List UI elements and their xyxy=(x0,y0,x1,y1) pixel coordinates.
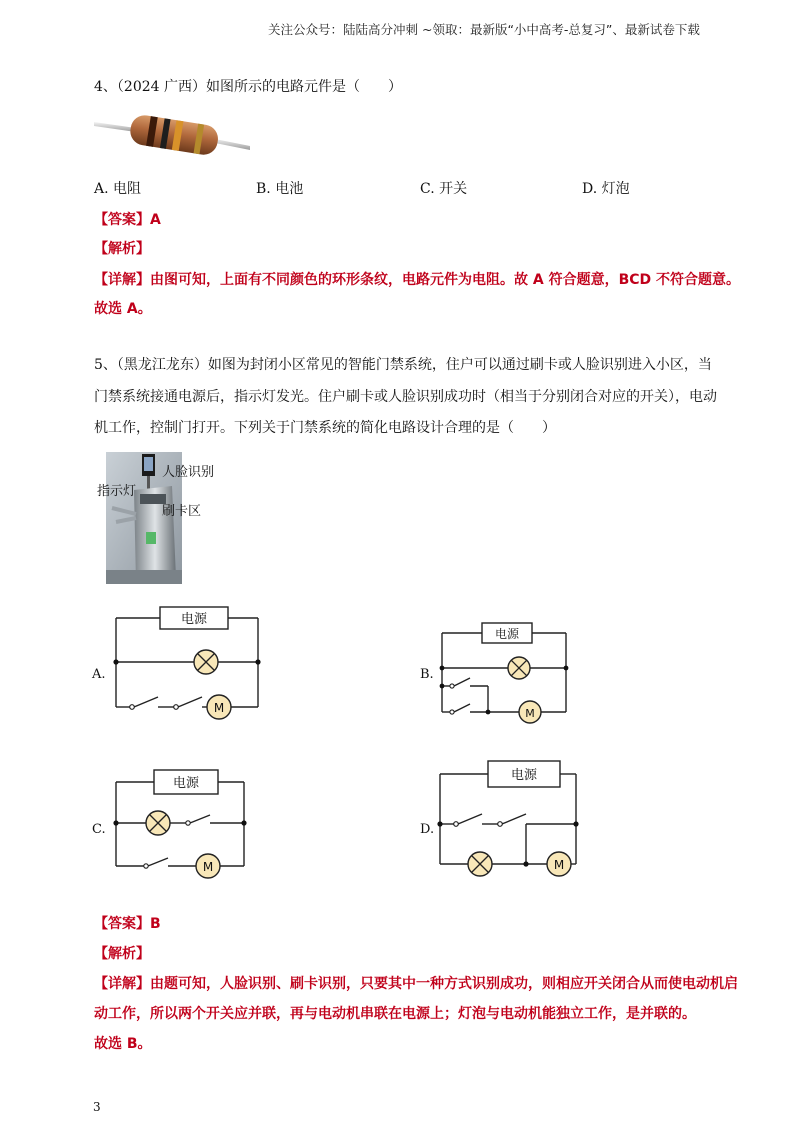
circuit-b-motor-label: M xyxy=(525,707,535,720)
q5-stem-2: 门禁系统接通电源后，指示灯发光。住户刷卡或人脸识别成功时（相当于分别闭合对应的开关），电动 xyxy=(94,389,717,405)
circuit-c-motor-label: M xyxy=(202,860,214,874)
circuit-b xyxy=(436,620,576,724)
q4-option-a: A. 电阻 xyxy=(94,181,142,197)
circuit-c-label: C. xyxy=(92,822,106,837)
circuit-b-source-label: 电源 xyxy=(494,627,520,641)
q4-stem: 4、（2024 广西）如图所示的电路元件是（ ） xyxy=(94,79,402,95)
circuit-d xyxy=(434,757,584,885)
circuit-d-label: D. xyxy=(420,822,435,837)
label-card-area: 刷卡区 xyxy=(162,504,202,519)
circuit-c-source-label: 电源 xyxy=(172,776,200,791)
circuit-d-motor-label: M xyxy=(553,858,565,872)
label-face-recognition: 人脸识别 xyxy=(162,465,215,480)
q4-detail-1: 【详解】由图可知，上面有不同颜色的环形条纹，电路元件为电阻。故 A 符合题意，BCD 不符合题意。 xyxy=(94,272,741,288)
q4-detail-2: 故选 A。 xyxy=(94,301,152,317)
circuit-b-label: B. xyxy=(420,667,434,682)
q4-analysis: 【解析】 xyxy=(94,241,150,257)
page-header: 关注公众号：陆陆高分冲刺 ~领取：最新版“小中高考-总复习”、最新试卷下载 xyxy=(268,22,700,37)
q4-option-b: B. 电池 xyxy=(256,181,304,197)
page-number: 3 xyxy=(93,1100,101,1114)
q5-stem-3: 机工作，控制门打开。下列关于门禁系统的简化电路设计合理的是（ ） xyxy=(94,420,556,436)
q5-analysis: 【解析】 xyxy=(94,946,150,962)
circuit-a-label: A. xyxy=(92,667,106,682)
circuit-a-source-label: 电源 xyxy=(180,612,208,627)
q5-stem-1: 5、（黑龙江龙东）如图为封闭小区常见的智能门禁系统，住户可以通过刷卡或人脸识别进入小区，当 xyxy=(94,357,712,373)
q4-option-d: D. 灯泡 xyxy=(582,181,630,197)
q5-answer: 【答案】B xyxy=(94,916,161,932)
resistor-image xyxy=(92,108,252,163)
q4-answer: 【答案】A xyxy=(94,212,161,228)
q4-option-c: C. 开关 xyxy=(420,181,468,197)
q5-detail-2: 动工作，所以两个开关应并联，再与电动机串联在电源上；灯泡与电动机能独立工作，是并联的。 xyxy=(94,1006,696,1022)
circuit-a xyxy=(110,603,270,723)
q5-detail-1: 【详解】由题可知，人脸识别、刷卡识别，只要其中一种方式识别成功，则相应开关闭合从而使电动机启 xyxy=(94,976,738,992)
label-indicator-light: 指示灯 xyxy=(97,484,137,499)
q5-detail-3: 故选 B。 xyxy=(94,1036,152,1052)
circuit-d-source-label: 电源 xyxy=(510,768,538,783)
circuit-a-motor-label: M xyxy=(213,701,225,715)
circuit-c xyxy=(110,765,254,881)
